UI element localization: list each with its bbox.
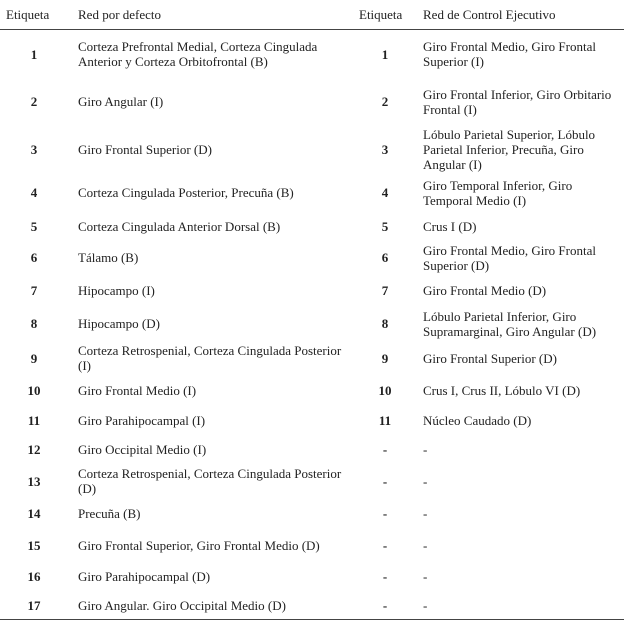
table-row [0, 79, 624, 125]
label-cell: 10 [378, 383, 392, 398]
default-network-cell: Giro Angular. Giro Occipital Medio (D) [68, 592, 355, 620]
table-row [0, 341, 624, 376]
label-cell: 6 [30, 250, 38, 265]
label-cell: 3 [381, 142, 389, 157]
executive-network-cell: Giro Frontal Superior (D) [423, 350, 557, 366]
executive-network-cell: Lóbulo Parietal Superior, Lóbulo Parietal Inferior, Precuña, Giro Angular (I) [423, 127, 596, 172]
label-cell: 3 [30, 142, 38, 157]
label-cell: 6 [381, 250, 389, 265]
table-row [0, 406, 624, 435]
label-cell: 8 [30, 316, 38, 331]
header-label-1: Etiqueta [0, 0, 68, 30]
default-network-cell: Hipocampo (I) [78, 282, 155, 298]
default-network-cell: Giro Parahipocampal (I) [78, 412, 206, 428]
executive-network-cell: - [423, 569, 428, 584]
header-label-2: Etiqueta [355, 0, 415, 30]
default-network-cell: Corteza Retrospenial, Corteza Cingulada Posterior (D) [78, 466, 342, 496]
default-network-cell: Giro Parahipocampal (D) [78, 569, 211, 584]
executive-network-cell: - [423, 506, 428, 521]
table-row [0, 30, 624, 79]
table-row [0, 562, 624, 592]
table-row [0, 435, 624, 465]
executive-network-cell: - [415, 592, 624, 620]
default-network-cell: Precuña (B) [78, 506, 141, 521]
executive-network-cell: Crus I, Crus II, Lóbulo VI (D) [423, 383, 581, 398]
label-cell: 9 [30, 350, 38, 366]
label-cell: 8 [381, 316, 389, 331]
label-cell: 9 [381, 350, 389, 366]
label-cell: 12 [27, 442, 41, 457]
label-cell: - [355, 592, 415, 620]
label-cell: 2 [30, 94, 38, 109]
default-network-cell: Hipocampo (D) [78, 316, 160, 331]
executive-network-cell: Giro Frontal Medio (D) [423, 282, 547, 298]
label-cell: - [382, 442, 388, 457]
executive-network-cell: - [423, 538, 428, 553]
executive-network-cell: Lóbulo Parietal Inferior, Giro Supramarginal, Giro Angular (D) [423, 308, 597, 339]
executive-network-cell: Giro Frontal Medio, Giro Frontal Superior (D) [423, 242, 596, 273]
default-network-cell: Giro Angular (I) [78, 94, 164, 109]
label-cell: 7 [381, 282, 389, 298]
label-cell: - [382, 538, 388, 553]
label-cell: 16 [27, 569, 41, 584]
table-row [0, 242, 624, 274]
default-network-cell: Giro Frontal Superior, Giro Frontal Medio (D) [78, 538, 320, 553]
header-row [0, 0, 624, 30]
default-network-cell: Corteza Cingulada Posterior, Precuña (B) [78, 185, 294, 200]
default-network-cell: Giro Frontal Superior (D) [78, 142, 212, 157]
label-cell: 17 [0, 592, 68, 620]
label-cell: 4 [30, 185, 38, 200]
executive-network-cell: Giro Temporal Inferior, Giro Temporal Medio (I) [423, 177, 573, 208]
header-executive-network: Red de Control Ejecutivo [415, 0, 624, 30]
default-network-cell: Corteza Cingulada Anterior Dorsal (B) [78, 218, 281, 234]
executive-network-cell: - [423, 442, 428, 457]
executive-network-cell: - [423, 473, 428, 489]
label-cell: 2 [381, 94, 389, 109]
label-cell: 11 [27, 412, 41, 428]
default-network-cell: Giro Occipital Medio (I) [78, 442, 207, 457]
label-cell: 5 [381, 218, 389, 234]
table-row [0, 175, 624, 211]
default-network-cell: Giro Frontal Medio (I) [78, 383, 197, 398]
table-row [0, 465, 624, 498]
label-cell: 10 [27, 383, 41, 398]
label-cell: 1 [381, 46, 389, 62]
table-row [0, 125, 624, 175]
label-cell: 4 [381, 185, 389, 200]
executive-network-cell: Núcleo Caudado (D) [423, 412, 532, 428]
table-row [0, 274, 624, 307]
label-cell: - [382, 506, 388, 521]
header-default-network: Red por defecto [68, 0, 355, 30]
table-row [0, 498, 624, 530]
table-row [0, 592, 624, 620]
label-cell: 5 [30, 218, 38, 234]
default-network-cell: Corteza Prefrontal Medial, Corteza Cingulada Anterior y Corteza Orbitofrontal (B) [78, 39, 318, 70]
default-network-cell: Tálamo (B) [78, 250, 139, 265]
label-cell: - [382, 473, 388, 489]
table-row [0, 530, 624, 562]
executive-network-cell: Giro Frontal Medio, Giro Frontal Superior (I) [423, 39, 596, 70]
label-cell: 14 [27, 506, 41, 521]
default-network-cell: Corteza Retrospenial, Corteza Cingulada Posterior (I) [78, 343, 342, 373]
label-cell: - [382, 569, 388, 584]
label-cell: 13 [27, 473, 41, 489]
table-row [0, 376, 624, 406]
executive-network-cell: Crus I (D) [423, 218, 477, 234]
label-cell: 15 [27, 538, 41, 553]
executive-network-cell: Giro Frontal Inferior, Giro Orbitario Frontal (I) [423, 86, 612, 117]
table-row [0, 211, 624, 242]
table-row [0, 307, 624, 341]
label-cell: 7 [30, 282, 38, 298]
label-cell: 11 [378, 412, 392, 428]
label-cell: 1 [30, 46, 38, 62]
